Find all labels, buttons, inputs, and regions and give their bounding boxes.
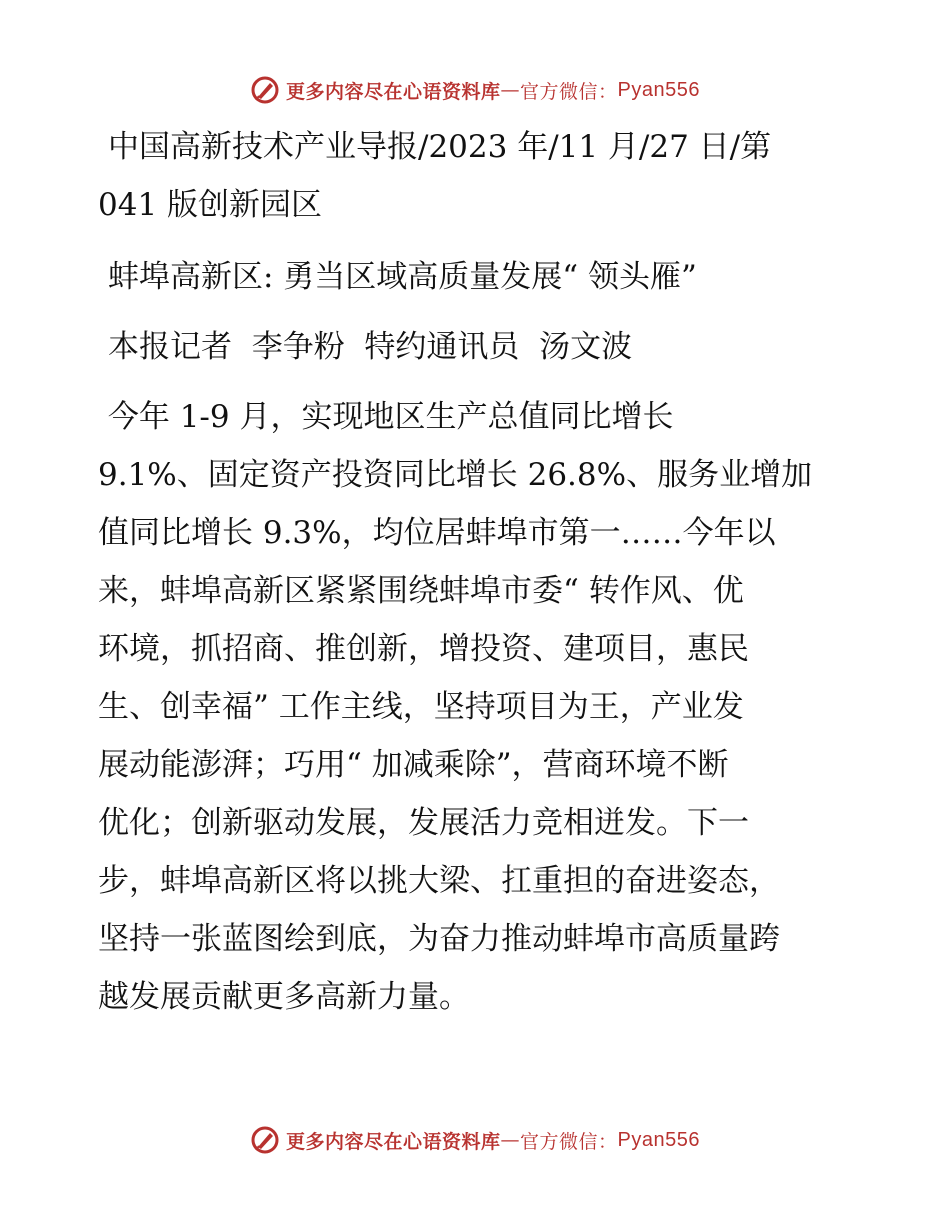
watermark-wechat-label: 官方微信： <box>520 1130 618 1153</box>
watermark-brand: 更多内容尽在心语资料库 <box>286 80 501 103</box>
watermark-wechat-label: 官方微信： <box>520 80 618 103</box>
watermark-dash: — <box>500 1129 521 1151</box>
headline-text: 蚌埠高新区: 勇当区域高质量发展“ 领头雁” <box>108 259 697 295</box>
article-headline <box>98 248 858 306</box>
watermark-header <box>0 70 950 110</box>
body-line: 环境，抓招商、推创新，增投资、建项目，惠民 <box>98 631 749 667</box>
body-line: 坚持一张蓝图绘到底，为奋力推动蚌埠市高质量跨 <box>98 921 780 957</box>
feather-pen-logo-icon <box>250 1125 280 1155</box>
article-source <box>98 118 858 234</box>
body-line: 越发展贡献更多高新力量。 <box>98 979 470 1015</box>
source-line: 041 版创新园区 <box>98 187 323 223</box>
watermark-dash: — <box>500 79 521 101</box>
body-line: 今年 1-9 月，实现地区生产总值同比增长 <box>98 399 674 435</box>
article-byline <box>98 318 858 376</box>
watermark-footer <box>0 1120 950 1160</box>
article <box>98 118 858 1026</box>
body-line: 优化；创新驱动发展，发展活力竞相迸发。下一 <box>98 805 749 841</box>
body-line: 值同比增长 9.3%，均位居蚌埠市第一……今年以 <box>98 515 776 551</box>
article-body <box>98 388 858 1026</box>
byline-text: 本报记者 李争粉 特约通讯员 汤文波 <box>108 329 633 365</box>
watermark-wechat-id: Pyan556 <box>617 1128 700 1151</box>
watermark-wechat-id: Pyan556 <box>617 78 700 101</box>
feather-pen-logo-icon <box>250 75 280 105</box>
body-line: 展动能澎湃；巧用“ 加减乘除”，营商环境不断 <box>98 747 729 783</box>
body-line: 9.1%、固定资产投资同比增长 26.8%、服务业增加 <box>98 457 813 493</box>
body-line: 生、创幸福” 工作主线，坚持项目为王，产业发 <box>98 689 744 725</box>
watermark-brand: 更多内容尽在心语资料库 <box>286 1130 501 1153</box>
body-line: 步，蚌埠高新区将以挑大梁、扛重担的奋进姿态， <box>98 863 780 899</box>
body-line: 来，蚌埠高新区紧紧围绕蚌埠市委“ 转作风、优 <box>98 573 744 609</box>
source-line: 中国高新技术产业导报/2023 年/11 月/27 日/第 <box>108 129 772 165</box>
